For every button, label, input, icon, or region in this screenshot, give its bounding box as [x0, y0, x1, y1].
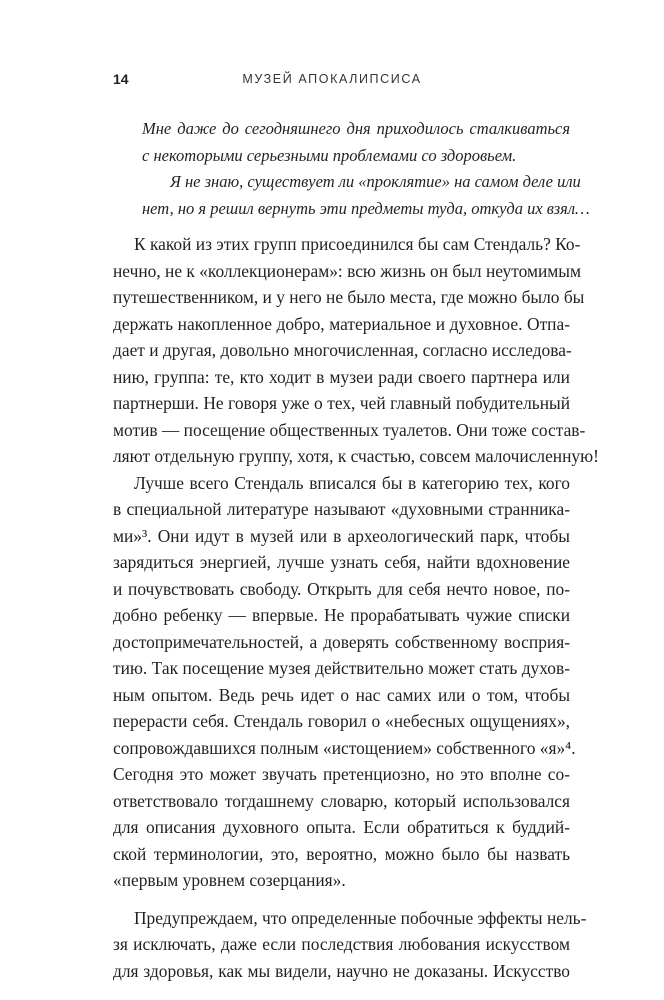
text-line: перерасти себя. Стендаль говорил о «небесных ощущениях», — [113, 711, 570, 731]
text-line: ответствовало тогдашнему словарю, который использовался — [113, 790, 570, 811]
text-line: мотив — посещение общественных туалетов. Они тоже состав- — [113, 419, 586, 440]
text-line: сопровождавшихся полным «истощением» собственного «я»⁴. — [113, 737, 576, 758]
text-line: ным опытом. Ведь речь идет о нас самих или о том, чтобы — [113, 684, 570, 705]
text-line: ми»³. Они идут в музей или в археологический парк, чтобы — [113, 525, 570, 546]
text-line: нию, группа: те, кто ходит в музеи ради своего партнера или — [113, 366, 570, 387]
running-title: МУЗЕЙ АПОКАЛИПСИСА — [242, 72, 422, 86]
text-line: Сегодня это может звучать претенциозно, но это вполне со- — [113, 764, 570, 784]
text-line: держать накопленное добро, материальное и духовное. Отпа- — [113, 313, 570, 334]
page-number: 14 — [113, 71, 129, 87]
quote-line: нет, но я решил вернуть эти предметы туда, откуда их взял… — [142, 198, 590, 218]
paragraph-2 — [113, 470, 576, 894]
epigraph-quote — [142, 116, 590, 222]
text-line: К какой из этих групп присоединился бы сам Стендаль? Ко- — [134, 234, 581, 254]
text-line: путешественником, и у него не было места, где можно было бы — [113, 287, 585, 307]
text-line: зя исключать, даже если последствия любования искусством — [113, 934, 570, 954]
paragraph-spacer — [113, 894, 570, 905]
quote-line: Мне даже до сегодняшнего дня приходилось сталкиваться — [142, 119, 570, 138]
text-line: тию. Так посещение музея действительно может стать духов- — [113, 658, 570, 678]
quote-line: с некоторыми серьезными проблемами со здоровьем. — [142, 145, 517, 165]
paragraph-1 — [113, 231, 599, 470]
quote-line: Я не знаю, существует ли «проклятие» на самом деле или — [170, 172, 581, 192]
text-line: для здоровья, как мы видели, научно не доказаны. Искусство — [113, 960, 570, 981]
text-line: в специальной литературе называют «духовными странника- — [113, 499, 570, 519]
text-line: зарядиться энергией, лучше узнать себя, найти вдохновение — [113, 552, 570, 572]
text-line: дает и другая, довольно многочисленная, согласно исследова- — [113, 340, 572, 360]
text-line: партнерши. Не говоря уже о тех, чей главный побудительный — [113, 393, 570, 413]
paragraph-3 — [113, 905, 587, 985]
text-line: ляют отдельную группу, хотя, к счастью, совсем малочисленную! — [113, 446, 599, 466]
text-line: нечно, не к «коллекционерам»: всю жизнь он был неутомимым — [113, 260, 581, 281]
text-line: Лучше всего Стендаль вписался бы в категорию тех, кого — [134, 472, 570, 493]
text-line: для описания духовного опыта. Если обратиться к буддий- — [113, 817, 570, 837]
text-line: и почувствовать свободу. Открыть для себя нечто новое, по- — [113, 578, 570, 599]
text-line: достопримечательностей, а доверять собственному восприя- — [113, 631, 570, 652]
text-line: добно ребенку — впервые. Не прорабатывать чужие списки — [113, 605, 570, 625]
text-line: «первым уровнем созерцания». — [113, 870, 346, 890]
body-text — [113, 231, 599, 984]
text-line: ской терминологии, это, вероятно, можно было бы назвать — [113, 843, 570, 864]
text-line: Предупреждаем, что определенные побочные эффекты нель- — [134, 907, 587, 928]
